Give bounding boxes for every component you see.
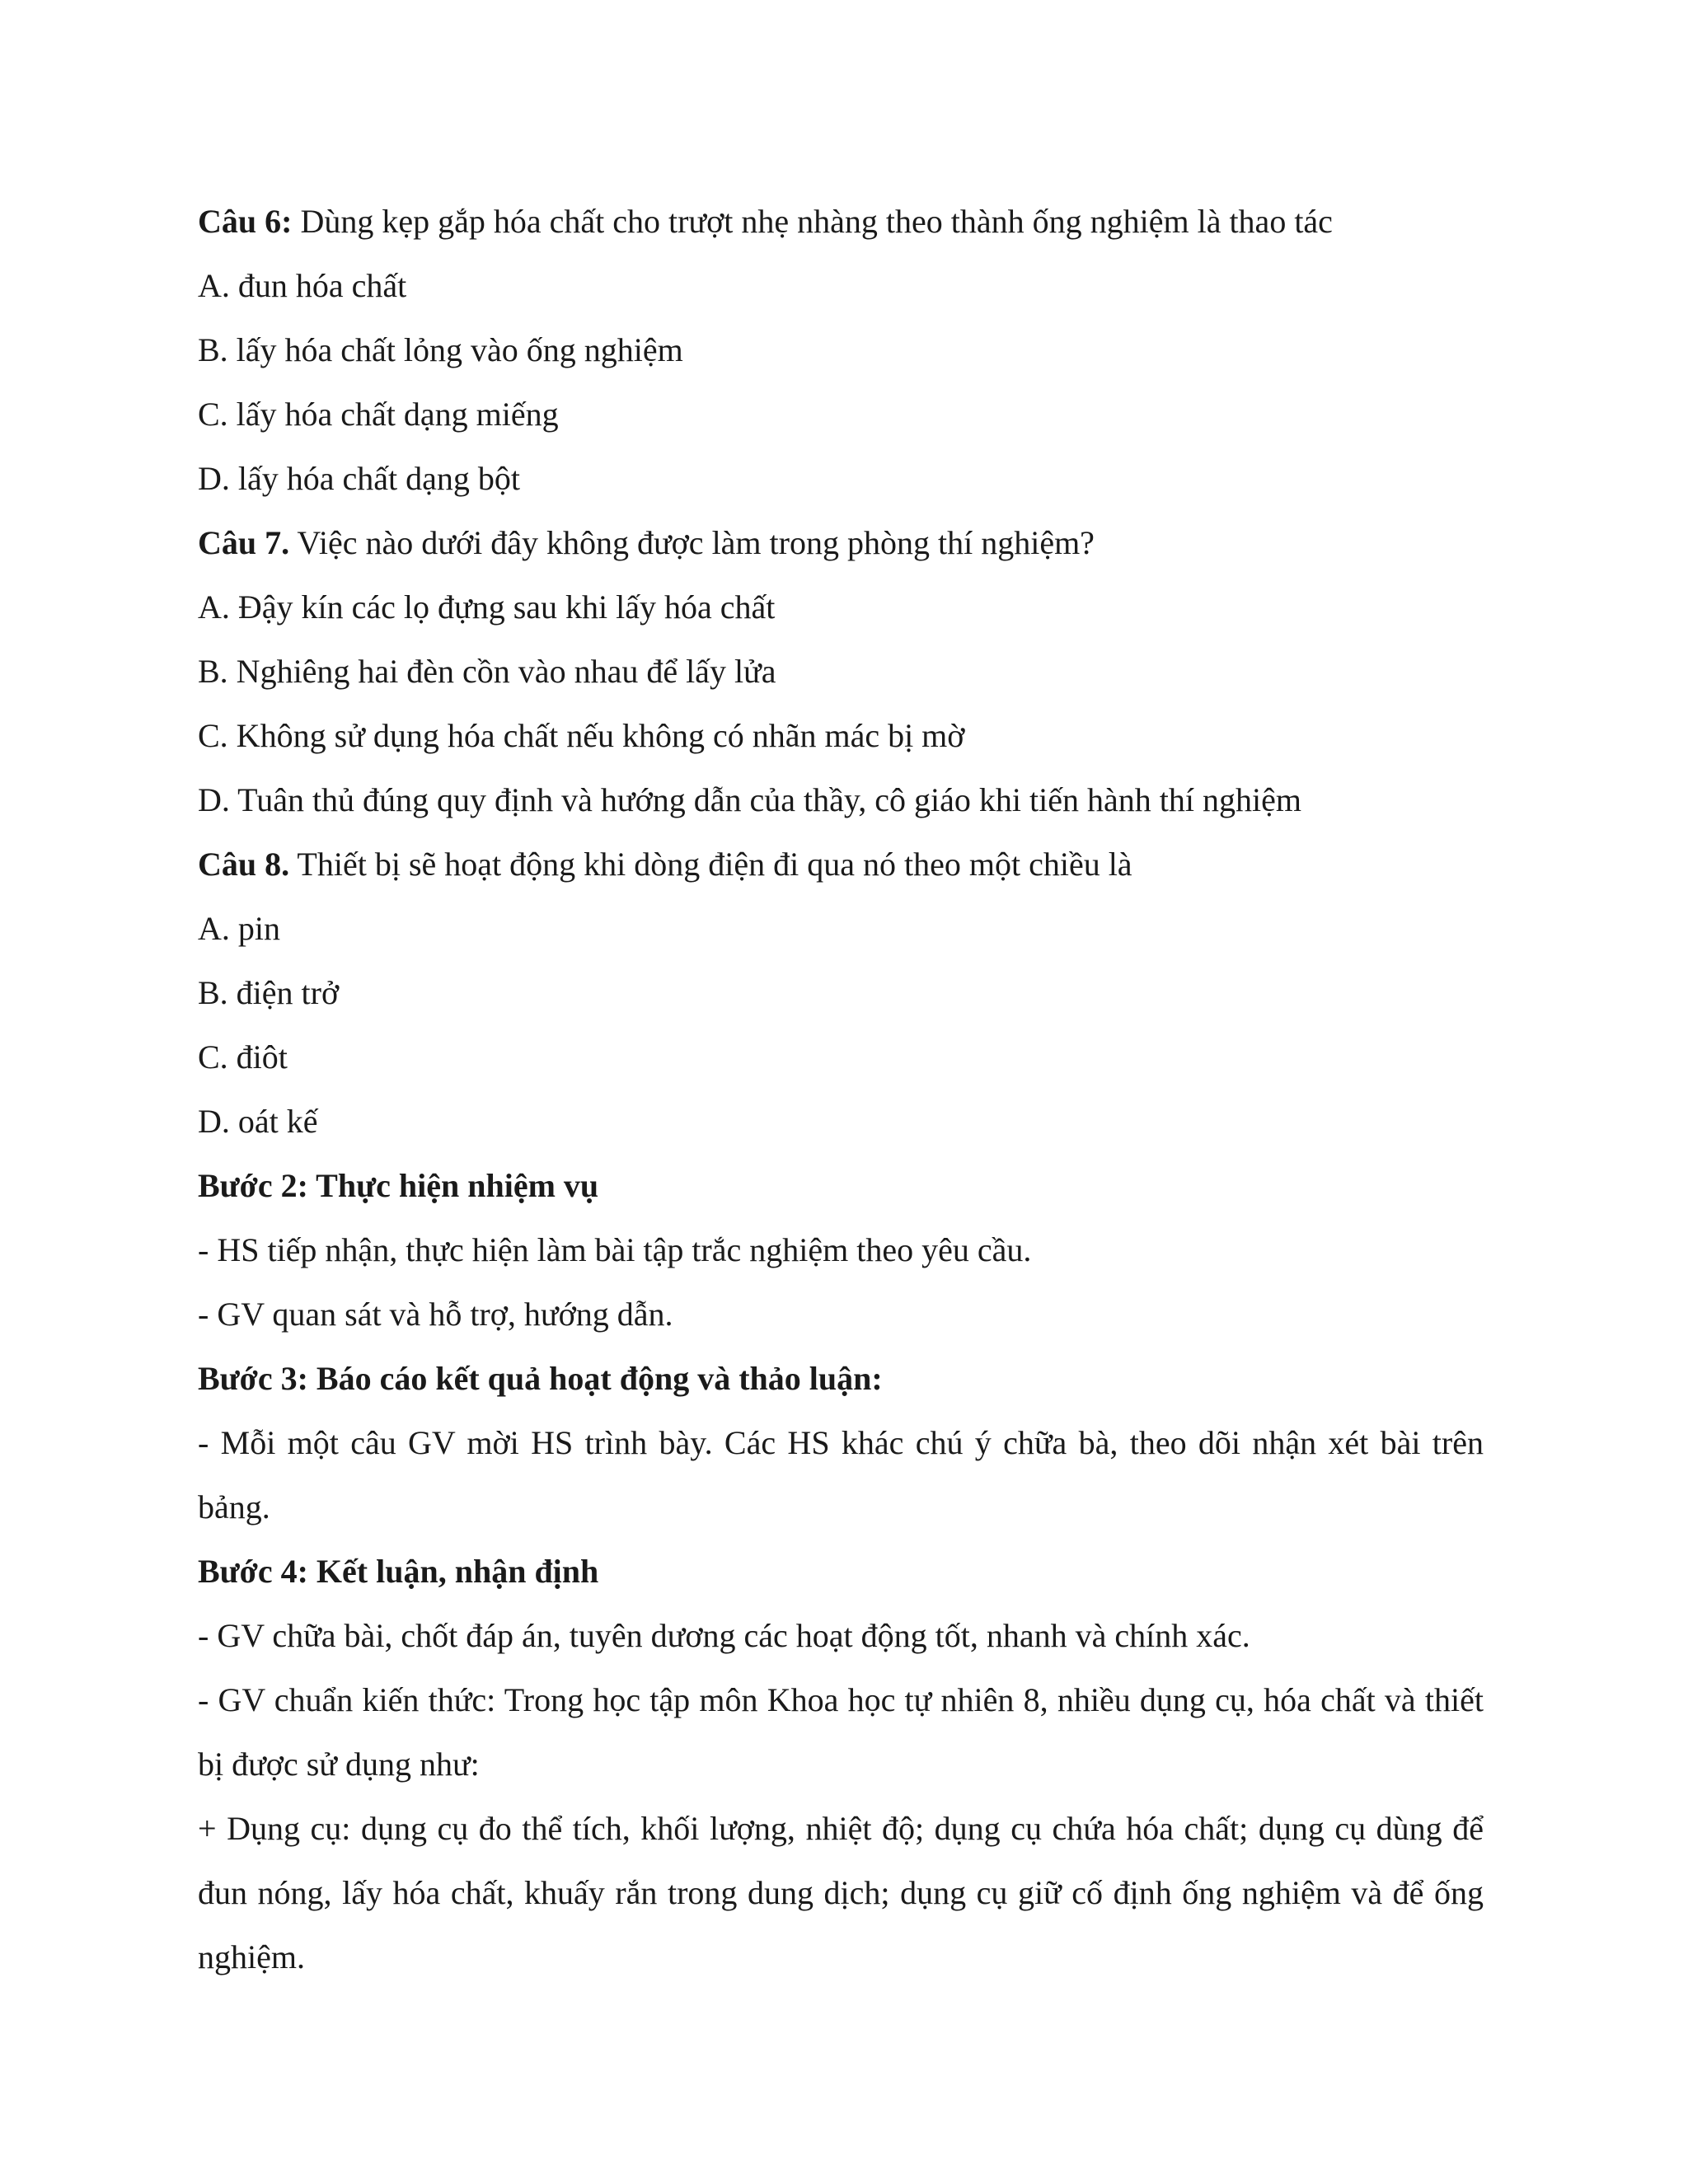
question-8-text: Thiết bị sẽ hoạt động khi dòng điện đi qua nó theo một chiều là xyxy=(289,846,1132,883)
question-6-text: Dùng kẹp gắp hóa chất cho trượt nhẹ nhàng theo thành ống nghiệm là thao tác xyxy=(292,203,1333,240)
question-7-option-a: A. Đậy kín các lọ đựng sau khi lấy hóa chất xyxy=(198,588,776,626)
question-6-option-b: B. lấy hóa chất lỏng vào ống nghiệm xyxy=(198,331,683,368)
question-7-option-d: D. Tuân thủ đúng quy định và hướng dẫn của thầy, cô giáo khi tiến hành thí nghiệm xyxy=(198,781,1301,818)
question-6-option-c: C. lấy hóa chất dạng miếng xyxy=(198,396,559,433)
step-3-heading: Bước 3: Báo cáo kết quả hoạt động và thảo luận: xyxy=(198,1360,883,1397)
question-6-option-d: D. lấy hóa chất dạng bột xyxy=(198,460,520,497)
question-8-option-c: C. điôt xyxy=(198,1038,288,1076)
question-7-text: Việc nào dưới đây không được làm trong phòng thí nghiệm? xyxy=(289,524,1095,561)
question-7-option-b: B. Nghiêng hai đèn cồn vào nhau để lấy lửa xyxy=(198,653,776,690)
step-4-line-1: - GV chữa bài, chốt đáp án, tuyên dương các hoạt động tốt, nhanh và chính xác. xyxy=(198,1617,1250,1654)
step-2-line-2: - GV quan sát và hỗ trợ, hướng dẫn. xyxy=(198,1296,673,1333)
question-6-label: Câu 6: xyxy=(198,203,293,240)
question-8-option-a: A. pin xyxy=(198,910,280,947)
document-body xyxy=(198,190,1484,1990)
question-7 xyxy=(198,511,1484,575)
step-2-heading: Bước 2: Thực hiện nhiệm vụ xyxy=(198,1167,599,1204)
question-8-label: Câu 8. xyxy=(198,846,290,883)
step-4-line-2: - GV chuẩn kiến thức: Trong học tập môn Khoa học tự nhiên 8, nhiều dụng cụ, hóa chất và thiết bị được sử dụng như: xyxy=(198,1681,1484,1783)
question-7-option-c: C. Không sử dụng hóa chất nếu không có nhãn mác bị mờ xyxy=(198,717,965,754)
question-8 xyxy=(198,832,1484,897)
step-3-line-1: - Mỗi một câu GV mời HS trình bày. Các HS khác chú ý chữa bà, theo dõi nhận xét bài trên bảng. xyxy=(198,1424,1484,1526)
question-8-option-d: D. oát kế xyxy=(198,1103,318,1140)
question-7-label: Câu 7. xyxy=(198,524,290,561)
step-4-heading: Bước 4: Kết luận, nhận định xyxy=(198,1553,599,1590)
question-6 xyxy=(198,190,1484,254)
step-2-line-1: - HS tiếp nhận, thực hiện làm bài tập trắc nghiệm theo yêu cầu. xyxy=(198,1231,1032,1268)
question-8-option-b: B. điện trở xyxy=(198,974,340,1011)
step-4-line-3: + Dụng cụ: dụng cụ đo thể tích, khối lượng, nhiệt độ; dụng cụ chứa hóa chất; dụng cụ dùng để đun nóng, lấy hóa chất, khuấy rắn trong dung dịch; dụng cụ giữ cố định ống nghiệm và để ống nghiệm. xyxy=(198,1810,1484,1975)
question-6-option-a: A. đun hóa chất xyxy=(198,267,407,304)
